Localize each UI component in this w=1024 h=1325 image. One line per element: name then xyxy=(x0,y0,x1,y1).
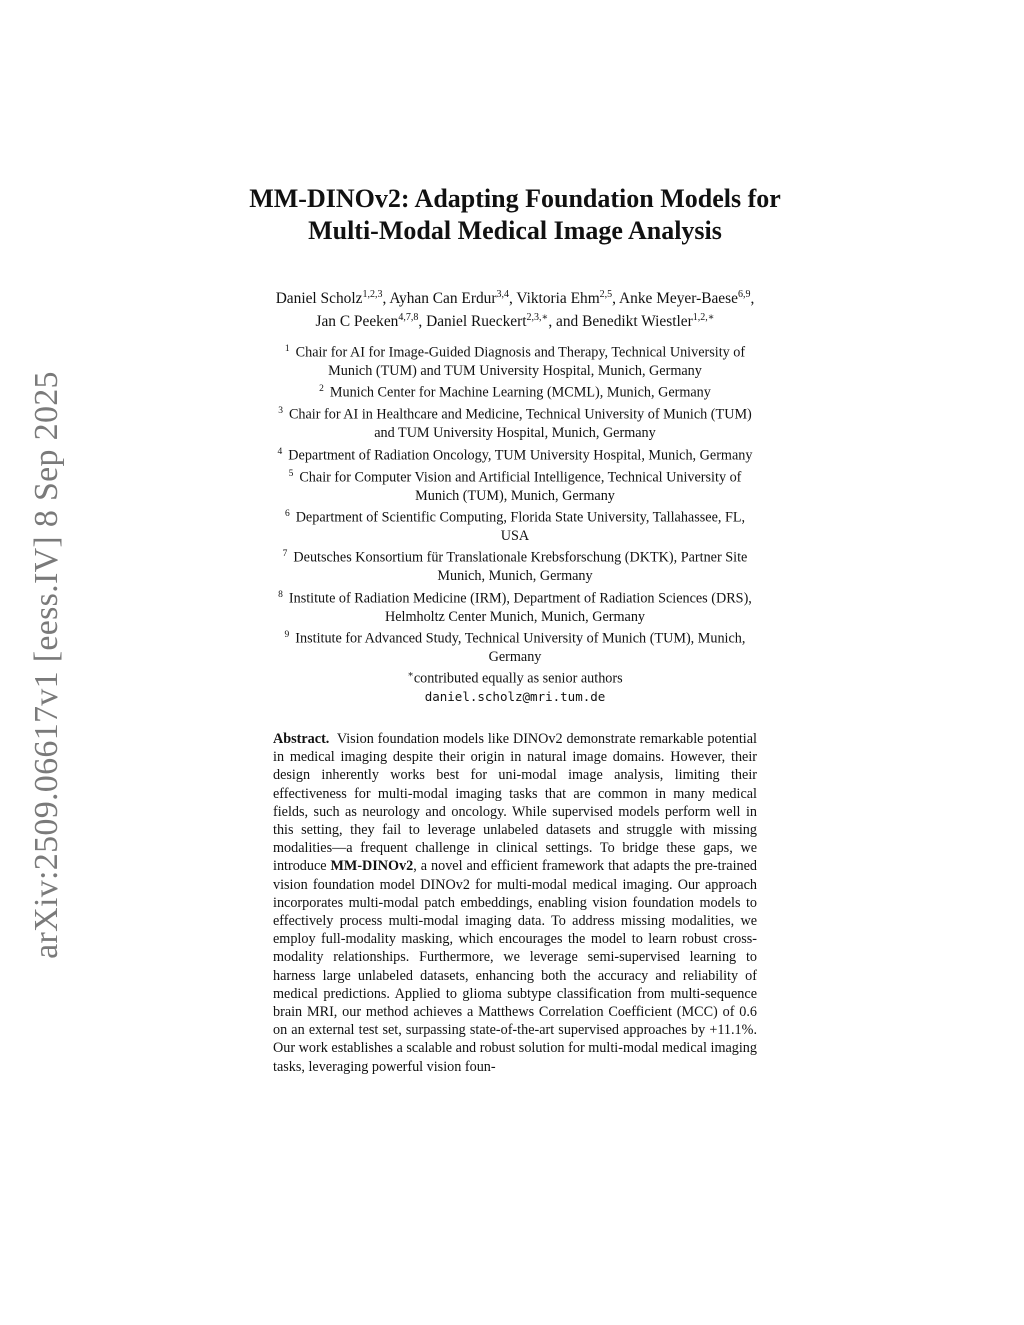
affiliation-item xyxy=(222,545,808,585)
author-affiliation-marker: 3,4 xyxy=(496,289,509,300)
author-line-2: Jan C Peeken$^{4,7,8}$, Daniel Rueckert$^{2,3,∗}$, and Benedikt Wiestler$^{1,2,∗}$ xyxy=(315,312,715,331)
equal-contribution-note xyxy=(222,666,808,688)
author-affiliation-marker: 4,7,8 xyxy=(398,312,419,324)
affiliation-item xyxy=(222,505,808,545)
equal-contribution-mark: ∗ xyxy=(407,670,414,681)
affiliation-text: Institute of Radiation Medicine (IRM), Department of Radiation Sciences (DRS), xyxy=(288,590,752,607)
affiliation-text: Chair for Computer Vision and Artificial Intelligence, Technical University of xyxy=(299,469,742,486)
abstract-paragraph xyxy=(273,730,757,1076)
affiliation-item xyxy=(222,340,808,380)
affiliation-text: Helmholtz Center Munich, Munich, Germany xyxy=(384,608,646,625)
title-line-2: Multi-Modal Medical Image Analysis xyxy=(308,216,722,245)
affiliation-item xyxy=(222,586,808,626)
affiliation-text: Chair for AI for Image-Guided Diagnosis and Therapy, Technical University of xyxy=(295,344,746,361)
affiliation-number: 6 xyxy=(284,509,290,520)
affiliation-text: Chair for AI in Healthcare and Medicine, Technical University of Munich (TUM) xyxy=(288,407,752,424)
arxiv-identifier-stamp xyxy=(18,372,76,958)
affiliation-number: 1 xyxy=(284,344,290,354)
arxiv-identifier-text: arXiv:2509.06617v1 [eess.IV] 8 Sep 2025 xyxy=(28,371,65,959)
affiliation-text: Deutsches Konsortium für Translationale Krebsforschung (DKTK), Partner Site xyxy=(293,550,748,567)
abstract-label: Abstract. xyxy=(273,731,330,747)
affiliation-text: Department of Scientific Computing, Florida State University, Tallahassee, FL, xyxy=(295,509,746,526)
affiliation-item xyxy=(222,626,808,666)
affiliation-text: Department of Radiation Oncology, TUM University Hospital, Munich, Germany xyxy=(288,447,753,464)
author-joiner: , and xyxy=(548,313,583,331)
affiliation-number: 2 xyxy=(319,384,324,395)
email-address[interactable]: daniel.scholz@mri.tum.de xyxy=(424,689,606,705)
affiliation-text: Institute for Advanced Study, Technical University of Munich (TUM), Munich, xyxy=(295,630,746,647)
contact-email[interactable] xyxy=(222,688,808,706)
affiliation-number: 9 xyxy=(284,630,290,641)
author-name: Viktoria Ehm xyxy=(516,290,600,308)
abstract-text-part-2: , a novel and efficient framework that adapts the pre-trained vision foundation model DINOv2 for multi-modal medical imaging. Our approach incorporates multi-modal patch embeddings, enabling vision foundation models to effectively process multi-modal imaging data. To address missing modalities, we employ full-modality masking, which encourages the model to learn robust cross-modality relationships. Furthermore, we leverage semi-supervised learning to harness large unlabeled datasets, enhancing both the accuracy and reliability of medical predictions. Applied to glioma subtype classification from multi-sequence brain MRI, our method achieves a Matthews Correlation Coefficient (MCC) of 0.6 on an external test set, surpassing state-of-the-art supervised approaches by +11.1%. Our work establishes a scalable and robust solution for multi-modal medical imaging tasks, leveraging powerful vision foun- xyxy=(273,858,758,1075)
affiliation-list xyxy=(222,340,808,707)
author-name: Daniel Rueckert xyxy=(426,313,527,331)
affiliation-item xyxy=(222,443,808,465)
affiliation-text: Munich Center for Machine Learning (MCML), Munich, Germany xyxy=(329,385,711,402)
author-affiliation-marker: 1,2,3 xyxy=(362,289,383,300)
author-affiliation-marker: 6,9 xyxy=(737,289,751,300)
affiliation-text: Munich, Munich, Germany xyxy=(437,568,593,585)
affiliation-number: 7 xyxy=(282,549,288,560)
abstract-text-part-1: Vision foundation models like DINOv2 demonstrate remarkable potential in medical imaging despite their origin in natural image domains. However, their design inherently works best for uni-modal image analysis, limiting their effectiveness for multi-modal imaging tasks that are common in many medical fields, such as neurology and oncology. While supervised models perform well in this setting, they fail to leverage unlabeled datasets and struggle with missing modalities—a frequent challenge in clinical settings. To bridge these gaps, we introduce xyxy=(273,731,757,875)
equal-contribution-text: contributed equally as senior authors xyxy=(413,671,623,688)
affiliation-text: Germany xyxy=(488,649,542,666)
author-name: Anke Meyer-Baese xyxy=(619,290,738,308)
author-list xyxy=(150,285,880,331)
affiliation-text: Munich (TUM) and TUM University Hospital, Munich, Germany xyxy=(328,363,702,380)
author-name: Benedikt Wiestler xyxy=(582,313,693,331)
author-affiliation-marker: 2,3,∗ xyxy=(526,312,549,324)
author-name: Ayhan Can Erdur xyxy=(389,290,497,308)
abstract-section xyxy=(273,730,757,1076)
affiliation-item xyxy=(222,465,808,505)
affiliation-number: 3 xyxy=(278,406,283,417)
author-name: Daniel Scholz xyxy=(275,290,363,308)
affiliation-text: and TUM University Hospital, Munich, Germany xyxy=(374,425,656,442)
affiliation-number: 8 xyxy=(278,589,283,600)
author-name: Jan C Peeken xyxy=(315,313,399,331)
affiliation-text: USA xyxy=(500,528,530,545)
affiliation-item xyxy=(222,380,808,402)
abstract-bold-term: MM-DINOv2 xyxy=(330,858,414,875)
affiliation-number: 5 xyxy=(288,468,294,479)
author-affiliation-marker: 2,5 xyxy=(599,289,613,300)
affiliation-number: 4 xyxy=(277,446,283,457)
title-line-1: MM-DINOv2: Adapting Foundation Models for xyxy=(249,184,781,213)
affiliation-item xyxy=(222,402,808,442)
paper-title xyxy=(150,183,880,247)
author-line-1: Daniel Scholz$^{1,2,3}$, Ayhan Can Erdur$^{3,4}$, Viktoria Ehm$^{2,5}$, Anke Meyer-Baese$^{6,9}$, xyxy=(275,289,755,308)
author-affiliation-marker: 1,2,∗ xyxy=(692,312,715,324)
affiliation-text: Munich (TUM), Munich, Germany xyxy=(415,487,615,504)
